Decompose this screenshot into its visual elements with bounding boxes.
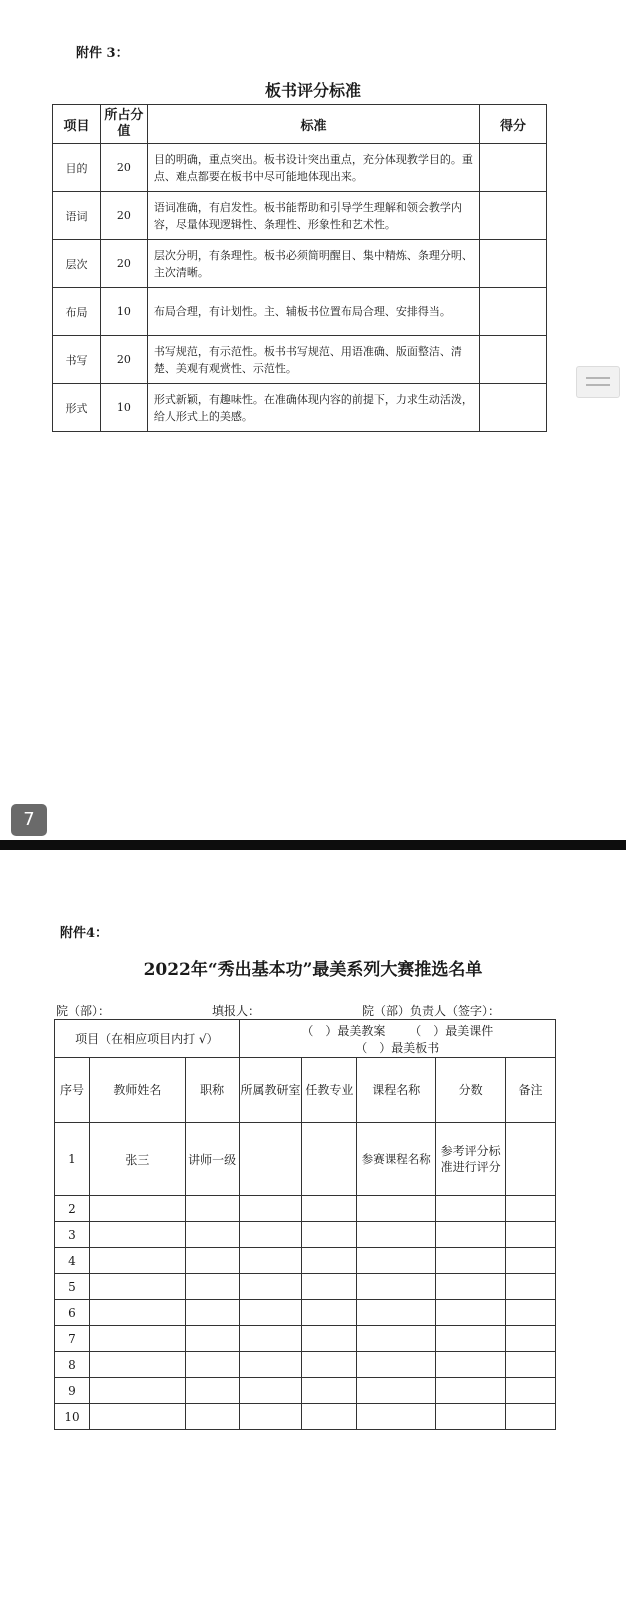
row-score: [480, 384, 547, 432]
cell-title: [185, 1300, 239, 1326]
row-criteria: 语词准确，有启发性。板书能帮助和引导学生理解和领会教学内容，尽量体现逻辑性、条理性、形象性和艺术性。: [147, 192, 479, 240]
table-row: [55, 1404, 556, 1430]
table-row: [53, 288, 547, 336]
row-criteria: 布局合理，有计划性。主、辅板书位置布局合理、安排得当。: [147, 288, 479, 336]
row-criteria: 形式新颖，有趣味性。在准确体现内容的前提下，力求生动活泼，给人形式上的美感。: [147, 384, 479, 432]
header-teacher-name: 教师姓名: [89, 1058, 185, 1123]
cell-title: [185, 1352, 239, 1378]
row-points: 10: [100, 384, 147, 432]
row-item: 书写: [53, 336, 101, 384]
header-score: 得分: [480, 105, 547, 144]
cell-no: 8: [55, 1352, 90, 1378]
row-score: [480, 240, 547, 288]
cell-note: [506, 1300, 556, 1326]
scoring-table: [52, 104, 547, 432]
cell-course: [357, 1378, 436, 1404]
table-row: [55, 1274, 556, 1300]
header-office: 所属教研室: [239, 1058, 302, 1123]
cell-no: 3: [55, 1222, 90, 1248]
cell-office: [239, 1123, 302, 1196]
header-item: 项目: [53, 105, 101, 144]
cell-office: [239, 1404, 302, 1430]
cell-name: [89, 1352, 185, 1378]
cell-no: 10: [55, 1404, 90, 1430]
table-row: [53, 192, 547, 240]
row-points: 10: [100, 288, 147, 336]
cell-score: [436, 1404, 506, 1430]
cell-no: 9: [55, 1378, 90, 1404]
cell-note: [506, 1222, 556, 1248]
header-title: 职称: [185, 1058, 239, 1123]
header-note: 备注: [506, 1058, 556, 1123]
row-points: 20: [100, 144, 147, 192]
cell-title: [185, 1378, 239, 1404]
table-row: [55, 1123, 556, 1196]
table-row: [55, 1196, 556, 1222]
page-divider: [0, 840, 626, 850]
header-criteria: 标准: [147, 105, 479, 144]
row-item: 目的: [53, 144, 101, 192]
cell-major: [302, 1123, 357, 1196]
cell-course: [357, 1196, 436, 1222]
row-item: 形式: [53, 384, 101, 432]
table-row: [53, 336, 547, 384]
table-row: [53, 384, 547, 432]
cell-no: 7: [55, 1326, 90, 1352]
row-points: 20: [100, 192, 147, 240]
cell-no: 5: [55, 1274, 90, 1300]
cell-score: 参考评分标准进行评分: [436, 1123, 506, 1196]
cell-title: [185, 1326, 239, 1352]
cell-score: [436, 1300, 506, 1326]
cell-score: [436, 1378, 506, 1404]
table-row: [55, 1300, 556, 1326]
cell-name: 张三: [89, 1123, 185, 1196]
cell-no: 2: [55, 1196, 90, 1222]
cell-course: [357, 1404, 436, 1430]
cell-score: [436, 1274, 506, 1300]
cell-no: 6: [55, 1300, 90, 1326]
cell-score: [436, 1248, 506, 1274]
cell-score: [436, 1352, 506, 1378]
row-item: 语词: [53, 192, 101, 240]
cell-course: 参赛课程名称: [357, 1123, 436, 1196]
college-field-label: 院（部）：: [56, 1004, 111, 1018]
cell-course: [357, 1274, 436, 1300]
cell-office: [239, 1326, 302, 1352]
table-row: [53, 144, 547, 192]
table-row: [55, 1352, 556, 1378]
cell-major: [302, 1378, 357, 1404]
cell-note: [506, 1352, 556, 1378]
table-header-row: [55, 1058, 556, 1123]
cell-score: [436, 1326, 506, 1352]
header-course: 课程名称: [357, 1058, 436, 1123]
cell-course: [357, 1222, 436, 1248]
cell-name: [89, 1404, 185, 1430]
cell-office: [239, 1222, 302, 1248]
category-options: [239, 1020, 555, 1058]
page-number-badge: 7: [11, 804, 47, 836]
page-title: 板书评分标准: [264, 81, 361, 100]
header-share: 所占分值: [100, 105, 147, 144]
form-meta-line: [56, 1002, 556, 1018]
table-row: [55, 1326, 556, 1352]
cell-course: [357, 1352, 436, 1378]
cell-name: [89, 1300, 185, 1326]
header-no: 序号: [55, 1058, 90, 1123]
project-label: 项目（在相应项目内打 √）: [55, 1020, 240, 1058]
cell-note: [506, 1123, 556, 1196]
drag-handle[interactable]: [576, 366, 620, 398]
row-item: 布局: [53, 288, 101, 336]
row-points: 20: [100, 240, 147, 288]
row-score: [480, 192, 547, 240]
cell-score: [436, 1222, 506, 1248]
cell-major: [302, 1404, 357, 1430]
row-score: [480, 336, 547, 384]
cell-title: [185, 1196, 239, 1222]
attachment-label-2: 附件4：: [60, 926, 109, 941]
cell-office: [239, 1352, 302, 1378]
table-row: [55, 1248, 556, 1274]
cell-course: [357, 1248, 436, 1274]
cell-no: 4: [55, 1248, 90, 1274]
header-major: 任教专业: [302, 1058, 357, 1123]
nomination-table: [54, 1019, 556, 1430]
cell-score: [436, 1196, 506, 1222]
category-best-courseware: （ ）最美课件: [409, 1023, 494, 1038]
cell-course: [357, 1326, 436, 1352]
cell-office: [239, 1196, 302, 1222]
cell-major: [302, 1352, 357, 1378]
cell-office: [239, 1248, 302, 1274]
head-signature-label: 院（部）负责人（签字）：: [362, 1004, 501, 1018]
cell-office: [239, 1378, 302, 1404]
cell-major: [302, 1222, 357, 1248]
row-criteria: 目的明确，重点突出。板书设计突出重点，充分体现教学目的。重点、难点都要在板书中尽可能地体现出来。: [147, 144, 479, 192]
cell-major: [302, 1196, 357, 1222]
row-criteria: 书写规范，有示范性。板书书写规范、用语准确、版面整洁、清楚、美观有观赏性、示范性。: [147, 336, 479, 384]
cell-title: 讲师一级: [185, 1123, 239, 1196]
cell-note: [506, 1196, 556, 1222]
cell-office: [239, 1274, 302, 1300]
cell-no: 1: [55, 1123, 90, 1196]
cell-note: [506, 1326, 556, 1352]
row-item: 层次: [53, 240, 101, 288]
cell-title: [185, 1274, 239, 1300]
table-row: [55, 1222, 556, 1248]
cell-name: [89, 1274, 185, 1300]
cell-note: [506, 1378, 556, 1404]
cell-name: [89, 1196, 185, 1222]
cell-course: [357, 1300, 436, 1326]
cell-major: [302, 1300, 357, 1326]
table-header-row: [53, 105, 547, 144]
row-points: 20: [100, 336, 147, 384]
cell-name: [89, 1248, 185, 1274]
cell-title: [185, 1248, 239, 1274]
table-row: [53, 240, 547, 288]
cell-title: [185, 1404, 239, 1430]
cell-note: [506, 1274, 556, 1300]
cell-name: [89, 1222, 185, 1248]
cell-major: [302, 1274, 357, 1300]
cell-note: [506, 1404, 556, 1430]
row-score: [480, 288, 547, 336]
header-score: 分数: [436, 1058, 506, 1123]
row-criteria: 层次分明，有条理性。板书必须简明醒目、集中精炼、条理分明、主次清晰。: [147, 240, 479, 288]
filler-field-label: 填报人：: [212, 1004, 261, 1018]
cell-title: [185, 1222, 239, 1248]
attachment-label: 附件 3：: [76, 46, 129, 61]
page-title-2: 2022年“秀出基本功”最美系列大赛推选名单: [143, 960, 483, 980]
category-best-board-writing: （ ）最美板书: [355, 1040, 440, 1055]
project-row: [55, 1020, 556, 1058]
cell-major: [302, 1326, 357, 1352]
row-score: [480, 144, 547, 192]
category-best-lesson-plan: （ ）最美教案: [301, 1023, 386, 1038]
cell-office: [239, 1300, 302, 1326]
cell-name: [89, 1378, 185, 1404]
cell-major: [302, 1248, 357, 1274]
table-row: [55, 1378, 556, 1404]
cell-name: [89, 1326, 185, 1352]
cell-note: [506, 1248, 556, 1274]
